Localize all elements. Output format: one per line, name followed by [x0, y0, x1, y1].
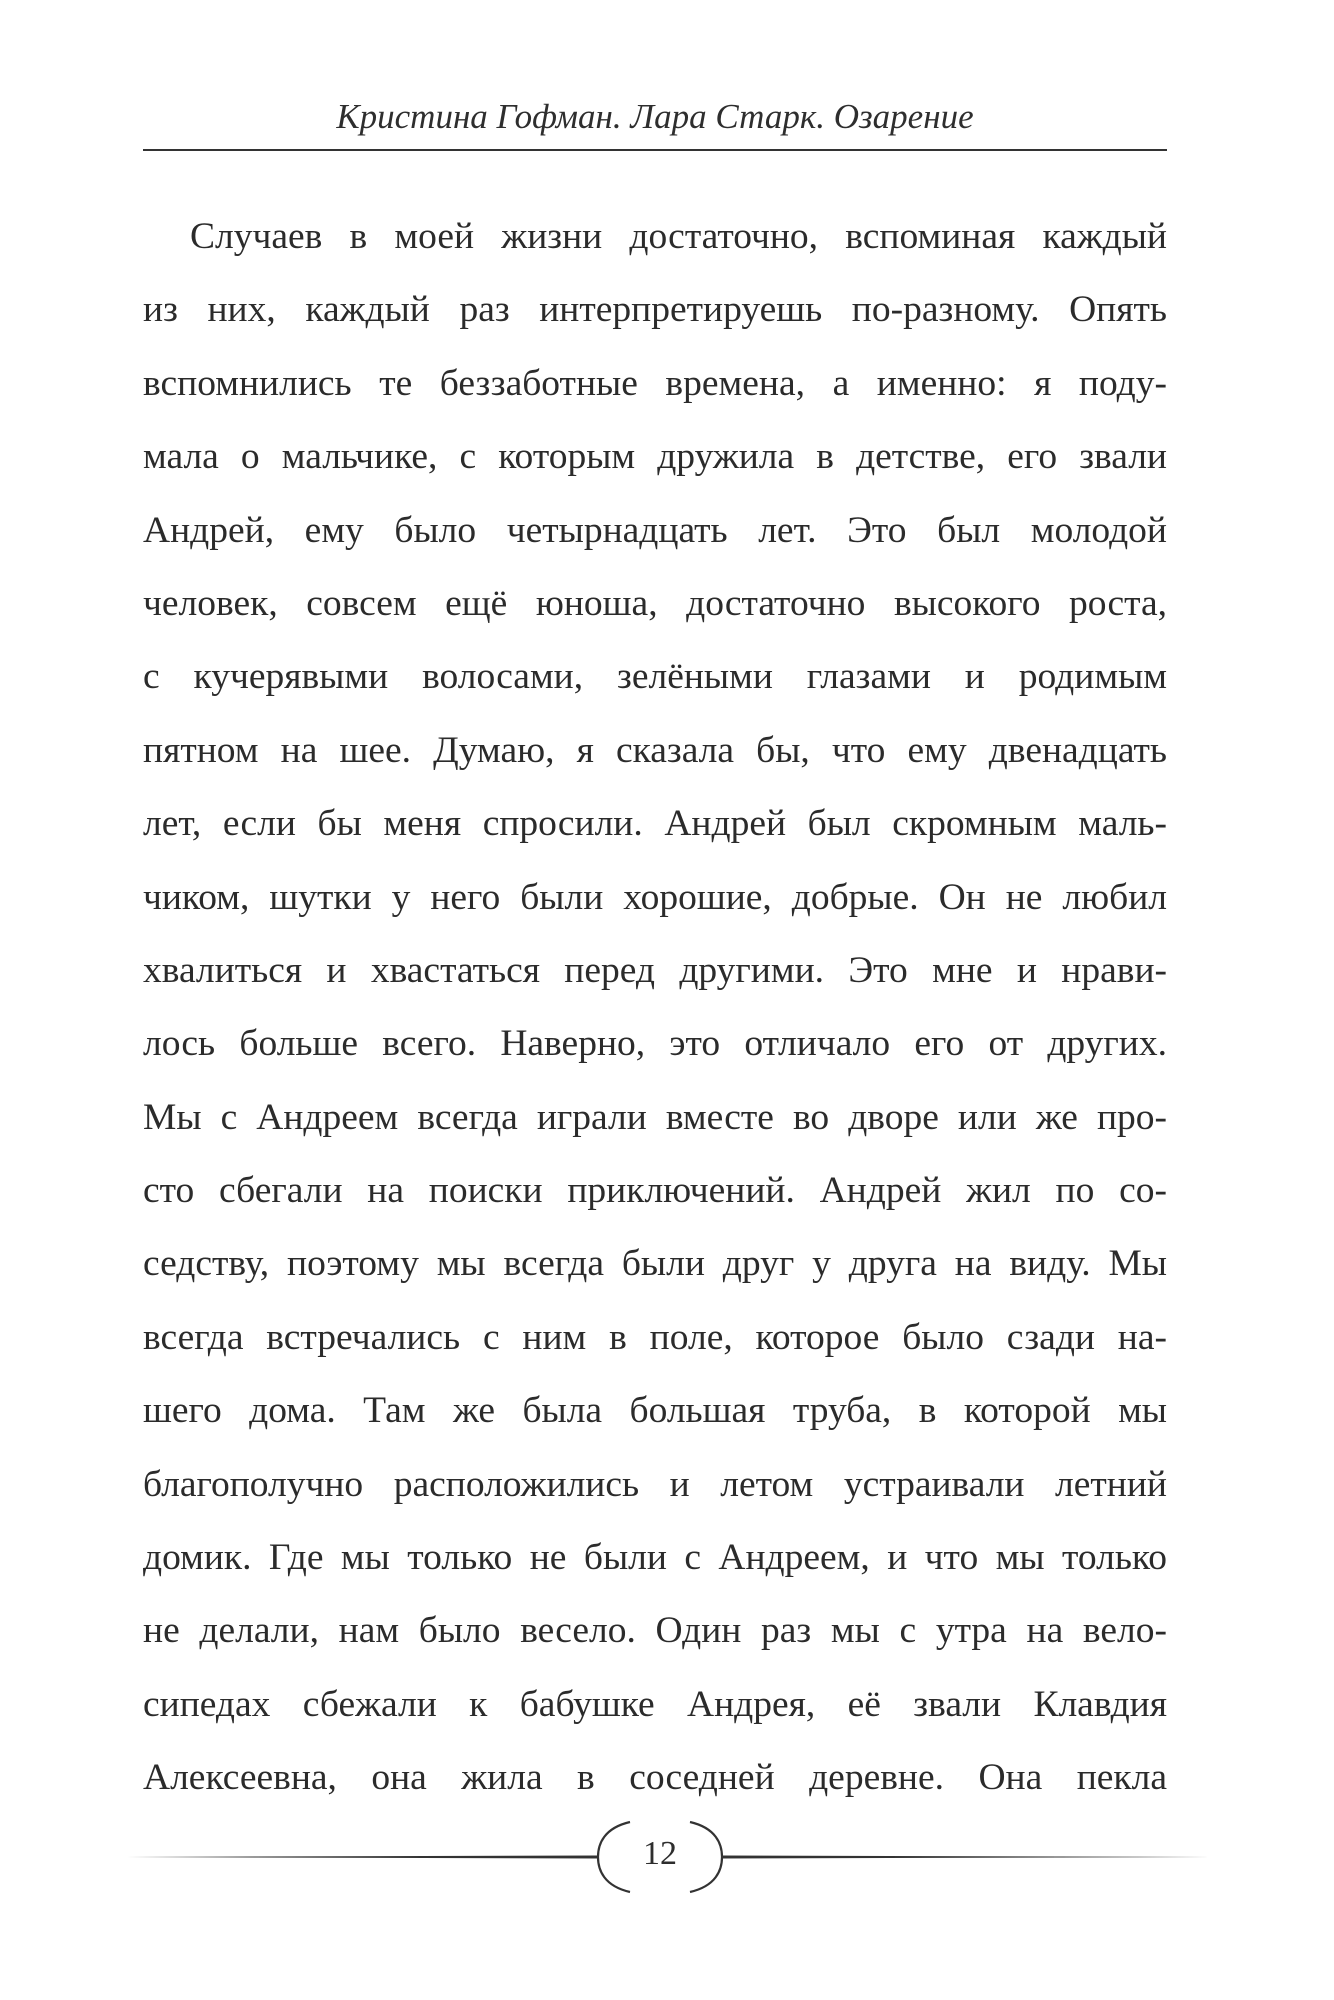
text-line: благополучно расположились и летом устраивали летний — [143, 1463, 1167, 1505]
text-line: Мы с Андреем всегда играли вместе во дворе или же про- — [143, 1096, 1167, 1138]
text-line: вспомнились те беззаботные времена, а именно: я поду- — [143, 362, 1167, 404]
text-line: Андрей, ему было четырнадцать лет. Это был молодой — [143, 509, 1167, 551]
text-line: мала о мальчике, с которым дружила в детстве, его звали — [143, 436, 1167, 478]
footer-rule-right — [722, 1856, 1210, 1859]
text-line: шего дома. Там же была большая труба, в которой мы — [143, 1390, 1167, 1432]
body-text — [143, 200, 1167, 1815]
text-line: лет, если бы меня спросили. Андрей был скромным маль- — [143, 803, 1167, 845]
text-line: с кучерявыми волосами, зелёными глазами и родимым — [143, 656, 1167, 698]
text-line: Алексеевна, она жила в соседней деревне. Она пекла — [143, 1757, 1167, 1799]
text-line: чиком, шутки у него были хорошие, добрые. Он не любил — [143, 876, 1167, 918]
text-line: Случаев в моей жизни достаточно, вспоминая каждый — [190, 216, 1167, 257]
text-line: из них, каждый раз интерпретируешь по-разному. Опять — [143, 289, 1167, 331]
running-head: Кристина Гофман. Лара Старк. Озарение — [336, 97, 974, 136]
page-number: 12 — [643, 1835, 677, 1872]
header-divider — [143, 149, 1167, 151]
text-line: хвалиться и хвастаться перед другими. Это мне и нрави- — [143, 949, 1167, 991]
text-line: сто сбегали на поиски приключений. Андрей жил по со- — [143, 1170, 1167, 1212]
text-line: седству, поэтому мы всегда были друг у друга на виду. Мы — [143, 1243, 1167, 1285]
text-line: лось больше всего. Наверно, это отличало его от других. — [143, 1023, 1167, 1065]
text-line: домик. Где мы только не были с Андреем, и что мы только — [143, 1537, 1167, 1579]
text-line: не делали, нам было весело. Один раз мы с утра на вело- — [143, 1610, 1167, 1652]
text-line: человек, совсем ещё юноша, достаточно высокого роста, — [143, 582, 1167, 624]
text-line: всегда встречались с ним в поле, которое было сзади на- — [143, 1316, 1167, 1358]
page-footer — [110, 1810, 1210, 1900]
text-line: пятном на шее. Думаю, я сказала бы, что ему двенадцать — [143, 729, 1167, 771]
text-line: сипедах сбежали к бабушке Андрея, её звали Клавдия — [143, 1683, 1167, 1725]
footer-rule-left — [110, 1856, 598, 1859]
